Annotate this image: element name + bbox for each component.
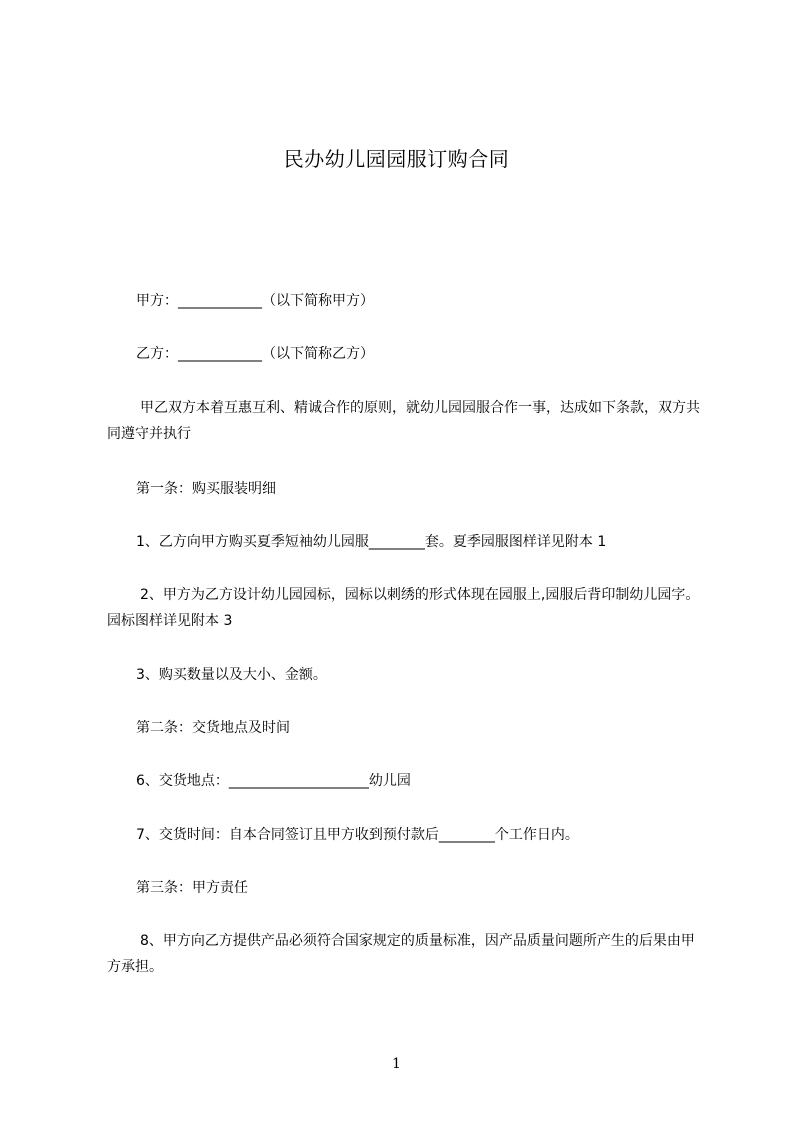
- clause-6: 6、交货地点：____________________幼儿园: [136, 773, 411, 789]
- article-3-heading: 第三条：甲方责任: [136, 880, 248, 896]
- document-title: 民办幼儿园园服订购合同: [283, 147, 510, 171]
- clause-8: 8、甲方向乙方提供产品必须符合国家规定的质量标准，因产品质量问题所产生的后果由甲方承担。: [107, 933, 695, 975]
- clause-7: 7、交货时间：自本合同签订且甲方收到预付款后________个工作日内。: [136, 827, 579, 843]
- article-2-heading: 第二条：交货地点及时间: [136, 720, 290, 736]
- clause-3: 3、购买数量以及大小、金额。: [136, 667, 327, 683]
- party-b-line: 乙方：____________（以下简称乙方）: [136, 346, 374, 362]
- party-a-line: 甲方：____________（以下简称甲方）: [136, 293, 374, 309]
- clause-2: 2、甲方为乙方设计幼儿园园标，园标以刺绣的形式体现在园服上,园服后背印制幼儿园字。园标图样详见附本 3: [107, 587, 700, 629]
- preamble-paragraph: 甲乙双方本着互惠互利、精诚合作的原则，就幼儿园园服合作一事，达成如下条款，双方共同遵守并执行: [107, 400, 700, 442]
- article-1-heading: 第一条：购买服装明细: [136, 481, 276, 497]
- page-number: 1: [392, 1056, 401, 1072]
- clause-1: 1、乙方向甲方购买夏季短袖幼儿园服________套。夏季园服图样详见附本 1: [136, 534, 607, 550]
